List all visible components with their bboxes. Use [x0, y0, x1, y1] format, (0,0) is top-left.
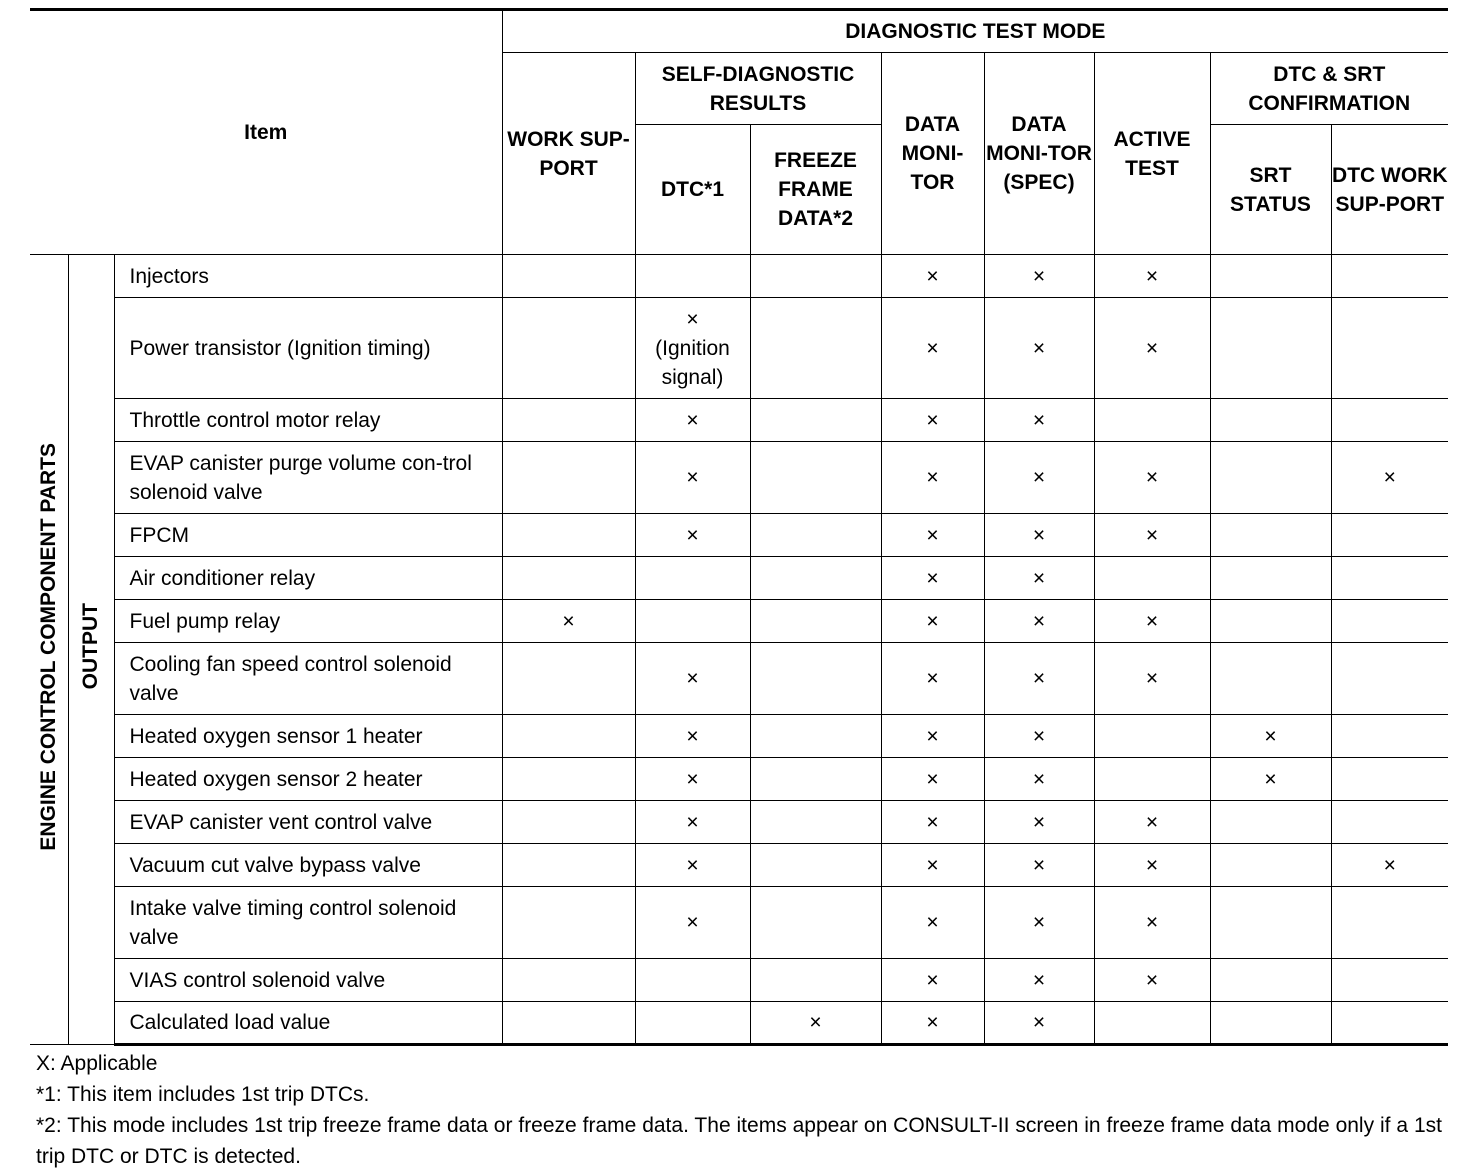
dtc-cell	[635, 298, 750, 399]
active-test-cell	[1094, 715, 1210, 758]
freeze-frame-cell	[750, 298, 881, 399]
work-support-cell	[502, 1002, 635, 1045]
active-test-cell	[1094, 399, 1210, 442]
dtc-cell: ×	[635, 442, 750, 514]
data-monitor-spec-cell: ×	[984, 255, 1094, 298]
table-row	[30, 255, 1448, 298]
freeze-frame-cell	[750, 399, 881, 442]
dtc-work-support-cell	[1331, 255, 1448, 298]
data-monitor-spec-cell: ×	[984, 758, 1094, 801]
freeze-frame-cell	[750, 514, 881, 557]
freeze-frame-cell	[750, 959, 881, 1002]
data-monitor-cell: ×	[881, 514, 984, 557]
data-monitor-spec-cell: ×	[984, 801, 1094, 844]
item-cell: Heated oxygen sensor 2 heater	[114, 758, 502, 801]
dtc-work-support-cell	[1331, 600, 1448, 643]
table-row	[30, 600, 1448, 643]
srt-status-header: SRT STATUS	[1210, 125, 1331, 255]
work-support-cell	[502, 255, 635, 298]
item-cell: Cooling fan speed control solenoid valve	[114, 643, 502, 715]
active-test-cell: ×	[1094, 887, 1210, 959]
dtc-cell: ×	[635, 715, 750, 758]
srt-status-cell	[1210, 600, 1331, 643]
subcategory-label-text: OUTPUT	[79, 603, 102, 690]
item-cell: Injectors	[114, 255, 502, 298]
data-monitor-cell: ×	[881, 399, 984, 442]
srt-status-cell	[1210, 844, 1331, 887]
freeze-frame-cell	[750, 887, 881, 959]
work-support-cell	[502, 801, 635, 844]
diagnostic-test-mode-header: DIAGNOSTIC TEST MODE	[502, 10, 1448, 53]
data-monitor-header: DATA MONI-TOR	[881, 53, 984, 255]
srt-status-cell	[1210, 643, 1331, 715]
freeze-frame-cell: ×	[750, 1002, 881, 1045]
dtc-mark: ×	[686, 307, 699, 331]
active-test-cell: ×	[1094, 514, 1210, 557]
table-row	[30, 887, 1448, 959]
category-label-text: ENGINE CONTROL COMPONENT PARTS	[36, 442, 60, 851]
freeze-frame-data-header: FREEZE FRAME DATA*2	[750, 125, 881, 255]
srt-status-cell	[1210, 1002, 1331, 1045]
work-support-cell	[502, 298, 635, 399]
data-monitor-spec-cell: ×	[984, 887, 1094, 959]
freeze-frame-cell	[750, 715, 881, 758]
dtc-cell: ×	[635, 801, 750, 844]
srt-status-cell	[1210, 514, 1331, 557]
freeze-frame-cell	[750, 600, 881, 643]
note-1: *1: This item includes 1st trip DTCs.	[36, 1083, 370, 1106]
diagnostic-table	[30, 8, 1448, 1046]
dtc-work-support-header: DTC WORK SUP-PORT	[1331, 125, 1448, 255]
dtc-cell	[635, 557, 750, 600]
work-support-cell	[502, 715, 635, 758]
active-test-cell: ×	[1094, 643, 1210, 715]
work-support-cell	[502, 442, 635, 514]
data-monitor-cell: ×	[881, 959, 984, 1002]
data-monitor-spec-cell: ×	[984, 600, 1094, 643]
data-monitor-spec-cell: ×	[984, 399, 1094, 442]
dtc-work-support-cell	[1331, 801, 1448, 844]
data-monitor-spec-cell: ×	[984, 442, 1094, 514]
active-test-cell	[1094, 758, 1210, 801]
item-cell: Intake valve timing control solenoid valve	[114, 887, 502, 959]
dtc-cell: ×	[635, 758, 750, 801]
data-monitor-cell: ×	[881, 557, 984, 600]
category-label	[30, 255, 68, 1045]
item-cell: Vacuum cut valve bypass valve	[114, 844, 502, 887]
work-support-cell	[502, 557, 635, 600]
data-monitor-cell: ×	[881, 844, 984, 887]
data-monitor-cell: ×	[881, 887, 984, 959]
item-header: Item	[30, 10, 502, 255]
data-monitor-cell: ×	[881, 600, 984, 643]
srt-status-cell	[1210, 255, 1331, 298]
srt-status-cell	[1210, 557, 1331, 600]
dtc-work-support-cell	[1331, 298, 1448, 399]
srt-status-cell	[1210, 442, 1331, 514]
freeze-frame-cell	[750, 801, 881, 844]
dtc-work-support-cell	[1331, 514, 1448, 557]
dtc-cell: ×	[635, 643, 750, 715]
freeze-frame-cell	[750, 557, 881, 600]
note-2: *2: This mode includes 1st trip freeze frame data or freeze frame data. The items appear on CONSULT-II screen in freeze frame data mode only if a 1st trip DTC or DTC is detected.	[36, 1114, 1442, 1168]
data-monitor-spec-cell: ×	[984, 959, 1094, 1002]
work-support-cell	[502, 399, 635, 442]
data-monitor-spec-cell: ×	[984, 514, 1094, 557]
dtc-work-support-cell	[1331, 399, 1448, 442]
dtc-work-support-cell	[1331, 959, 1448, 1002]
table-notes	[36, 1048, 1442, 1172]
freeze-frame-cell	[750, 844, 881, 887]
active-test-header: ACTIVE TEST	[1094, 53, 1210, 255]
dtc-cell	[635, 600, 750, 643]
item-cell: Power transistor (Ignition timing)	[114, 298, 502, 399]
dtc-srt-confirmation-header: DTC & SRT CONFIRMATION	[1210, 53, 1448, 125]
item-cell: Heated oxygen sensor 1 heater	[114, 715, 502, 758]
data-monitor-cell: ×	[881, 643, 984, 715]
item-cell: Throttle control motor relay	[114, 399, 502, 442]
table-row	[30, 801, 1448, 844]
table-row	[30, 399, 1448, 442]
dtc-cell	[635, 959, 750, 1002]
header-row-1	[30, 10, 1448, 53]
active-test-cell: ×	[1094, 442, 1210, 514]
work-support-cell: ×	[502, 600, 635, 643]
active-test-cell: ×	[1094, 801, 1210, 844]
item-cell: VIAS control solenoid valve	[114, 959, 502, 1002]
item-cell: Air conditioner relay	[114, 557, 502, 600]
dtc-work-support-cell	[1331, 715, 1448, 758]
dtc-work-support-cell: ×	[1331, 442, 1448, 514]
dtc-work-support-cell	[1331, 557, 1448, 600]
item-cell: Fuel pump relay	[114, 600, 502, 643]
work-support-cell	[502, 643, 635, 715]
table-row	[30, 298, 1448, 399]
active-test-cell	[1094, 557, 1210, 600]
item-cell: Calculated load value	[114, 1002, 502, 1045]
srt-status-cell	[1210, 399, 1331, 442]
work-support-cell	[502, 887, 635, 959]
data-monitor-cell: ×	[881, 801, 984, 844]
dtc-cell	[635, 255, 750, 298]
dtc-work-support-cell: ×	[1331, 844, 1448, 887]
srt-status-cell: ×	[1210, 715, 1331, 758]
data-monitor-spec-cell: ×	[984, 557, 1094, 600]
srt-status-cell	[1210, 887, 1331, 959]
table-row	[30, 557, 1448, 600]
data-monitor-spec-cell: ×	[984, 298, 1094, 399]
data-monitor-cell: ×	[881, 715, 984, 758]
dtc-cell: ×	[635, 887, 750, 959]
freeze-frame-cell	[750, 255, 881, 298]
item-cell: FPCM	[114, 514, 502, 557]
table-row	[30, 715, 1448, 758]
freeze-frame-cell	[750, 442, 881, 514]
table-row	[30, 514, 1448, 557]
work-support-cell	[502, 758, 635, 801]
dtc-cell: ×	[635, 514, 750, 557]
dtc-cell: ×	[635, 844, 750, 887]
work-support-header: WORK SUP-PORT	[502, 53, 635, 255]
work-support-cell	[502, 844, 635, 887]
table-row	[30, 844, 1448, 887]
item-cell: EVAP canister vent control valve	[114, 801, 502, 844]
data-monitor-spec-cell: ×	[984, 1002, 1094, 1045]
data-monitor-spec-cell: ×	[984, 643, 1094, 715]
dtc-work-support-cell	[1331, 887, 1448, 959]
freeze-frame-cell	[750, 758, 881, 801]
data-monitor-cell: ×	[881, 442, 984, 514]
dtc-note: (Ignition signal)	[655, 336, 730, 389]
work-support-cell	[502, 959, 635, 1002]
item-cell: EVAP canister purge volume con-trol solenoid valve	[114, 442, 502, 514]
active-test-cell: ×	[1094, 600, 1210, 643]
data-monitor-spec-cell: ×	[984, 844, 1094, 887]
data-monitor-spec-cell: ×	[984, 715, 1094, 758]
work-support-cell	[502, 514, 635, 557]
table-row	[30, 442, 1448, 514]
dtc-work-support-cell	[1331, 758, 1448, 801]
dtc-cell: ×	[635, 399, 750, 442]
data-monitor-cell: ×	[881, 758, 984, 801]
srt-status-cell	[1210, 298, 1331, 399]
srt-status-cell	[1210, 801, 1331, 844]
table-row	[30, 959, 1448, 1002]
active-test-cell: ×	[1094, 959, 1210, 1002]
dtc-header: DTC*1	[635, 125, 750, 255]
active-test-cell: ×	[1094, 298, 1210, 399]
active-test-cell	[1094, 1002, 1210, 1045]
srt-status-cell	[1210, 959, 1331, 1002]
dtc-work-support-cell	[1331, 1002, 1448, 1045]
table-row	[30, 758, 1448, 801]
note-applicable: X: Applicable	[36, 1052, 158, 1075]
self-diagnostic-results-header: SELF-DIAGNOSTIC RESULTS	[635, 53, 881, 125]
dtc-work-support-cell	[1331, 643, 1448, 715]
subcategory-label	[68, 255, 114, 1045]
freeze-frame-cell	[750, 643, 881, 715]
srt-status-cell: ×	[1210, 758, 1331, 801]
table-row	[30, 643, 1448, 715]
dtc-cell	[635, 1002, 750, 1045]
active-test-cell: ×	[1094, 255, 1210, 298]
active-test-cell: ×	[1094, 844, 1210, 887]
data-monitor-cell: ×	[881, 255, 984, 298]
data-monitor-spec-header: DATA MONI-TOR (SPEC)	[984, 53, 1094, 255]
table-row	[30, 1002, 1448, 1045]
data-monitor-cell: ×	[881, 298, 984, 399]
data-monitor-cell: ×	[881, 1002, 984, 1045]
